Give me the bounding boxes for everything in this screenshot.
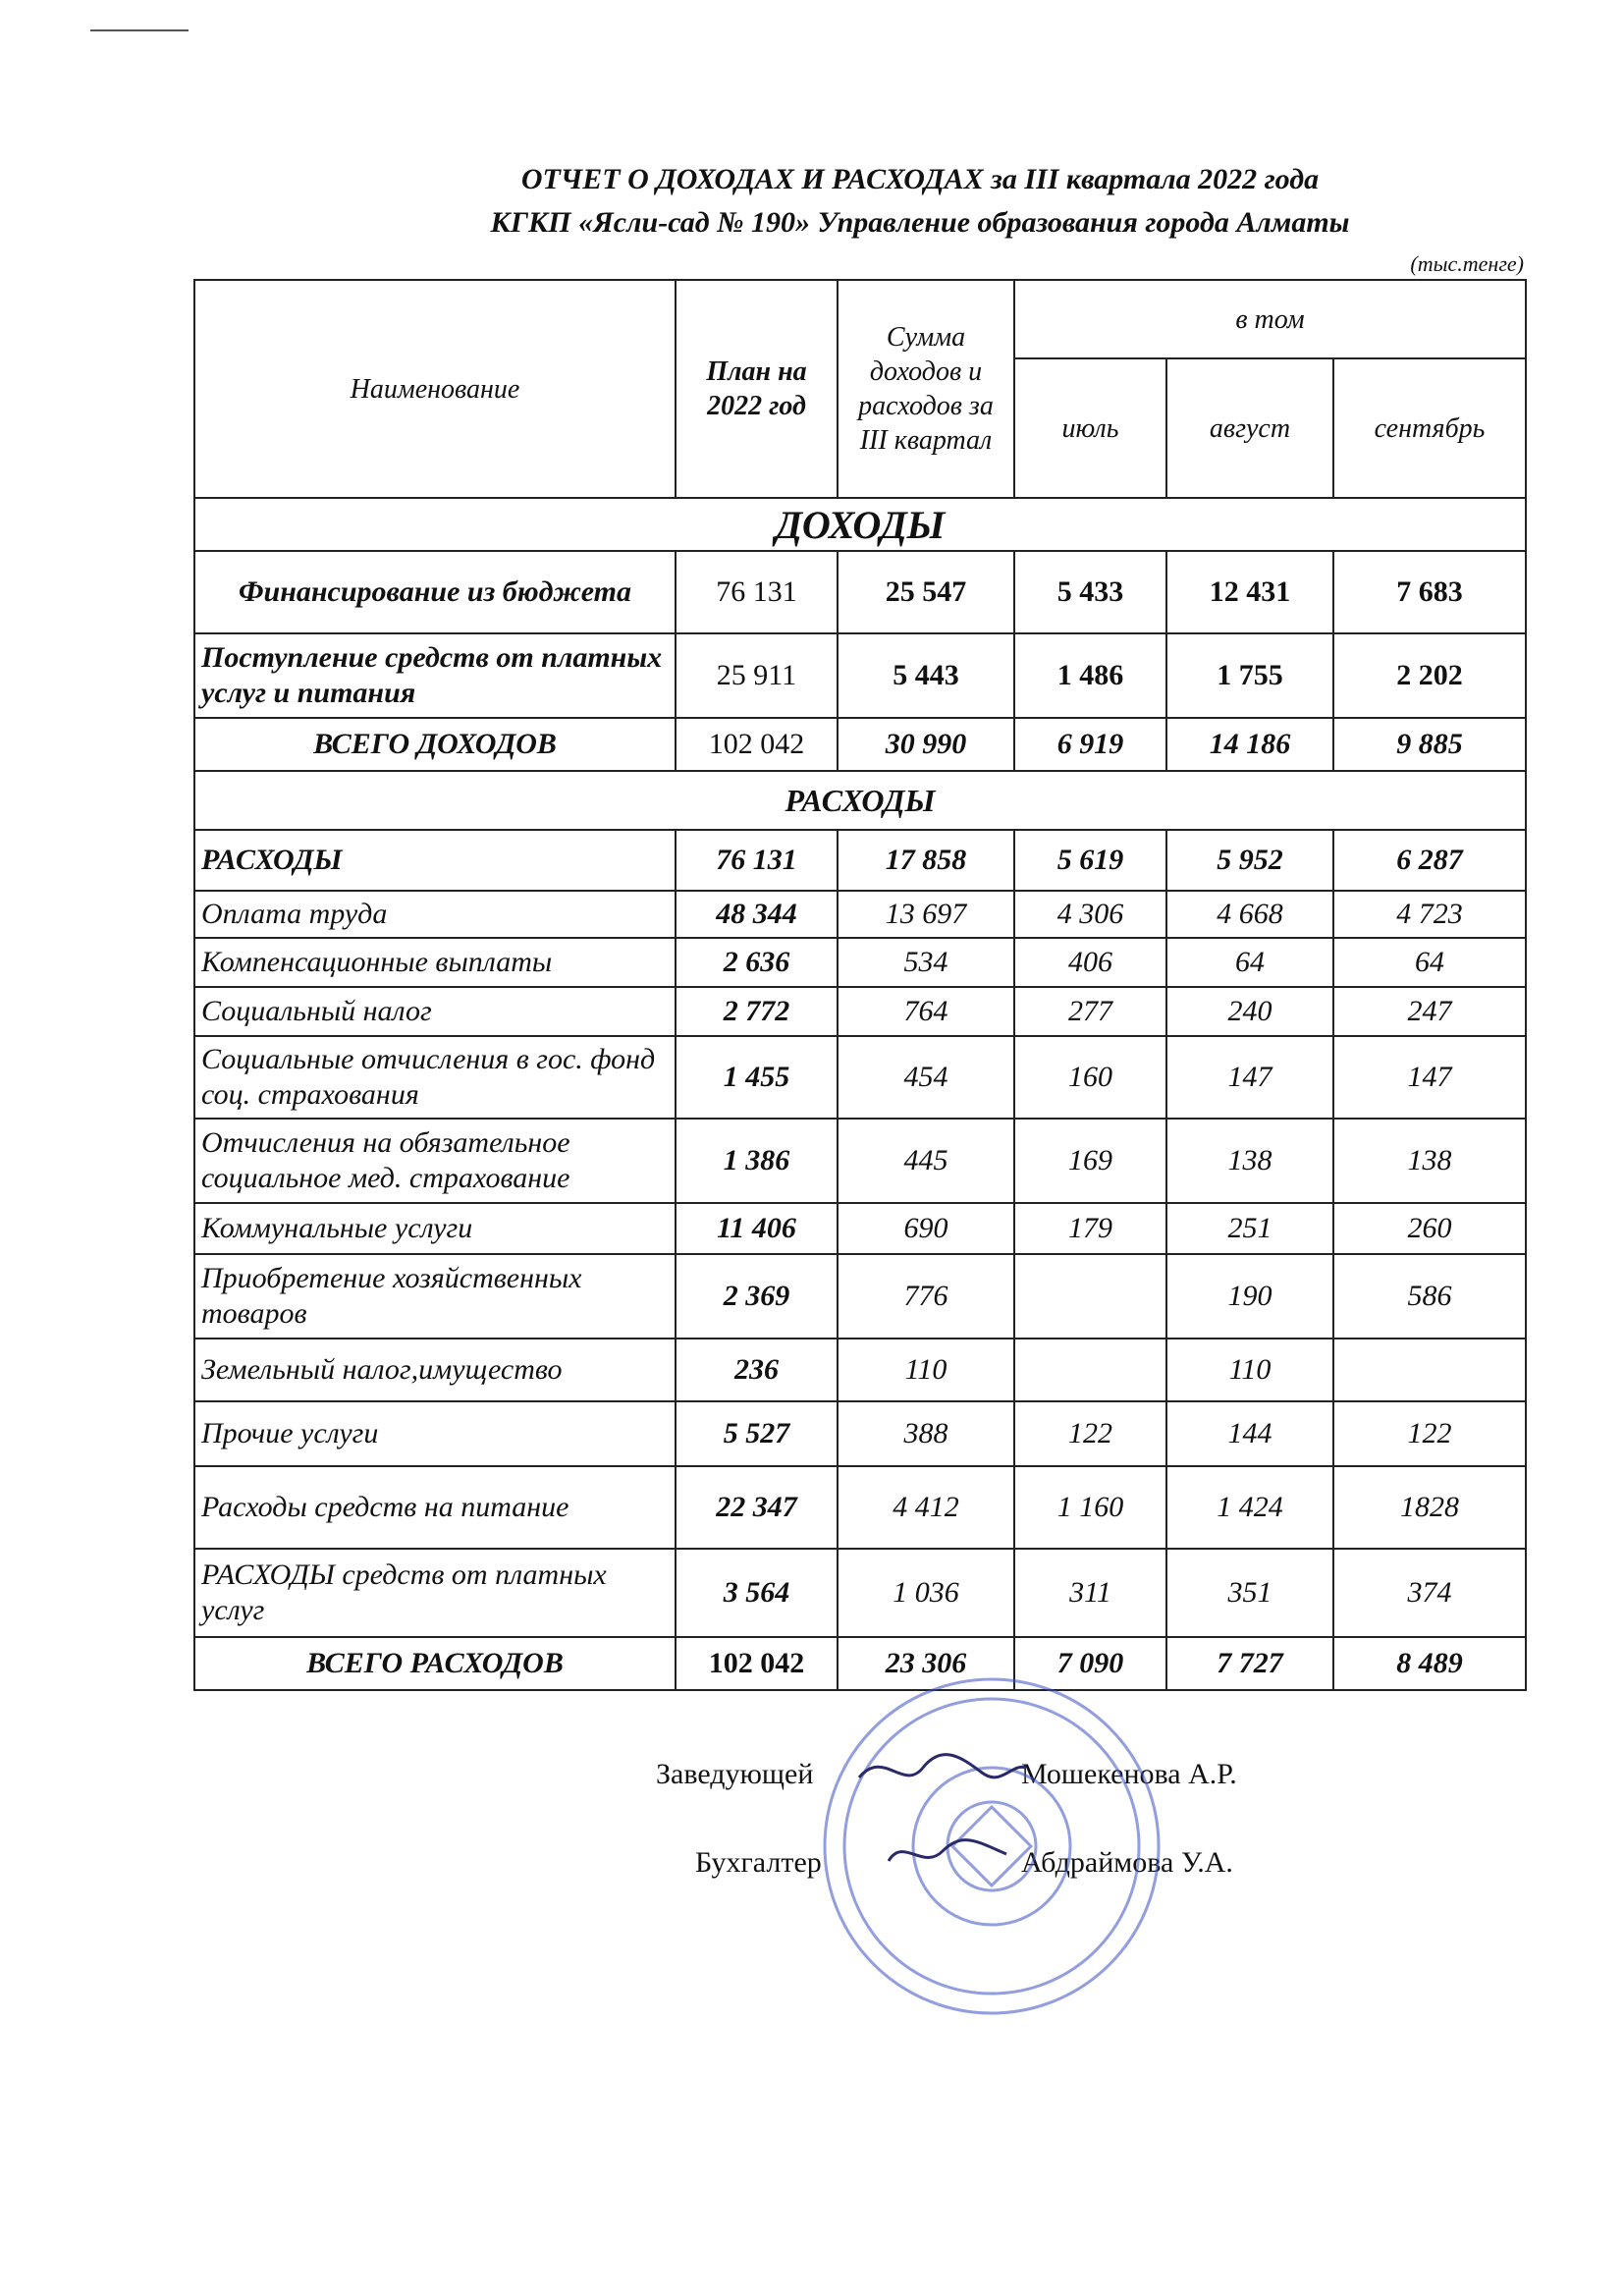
cell-september: 64: [1333, 938, 1526, 987]
cell-august: 147: [1166, 1036, 1333, 1119]
income-total-row: [194, 718, 1526, 771]
director-role: Заведующей: [656, 1758, 814, 1790]
units-label: (тыс.тенге): [1410, 251, 1524, 276]
header-month-september: сентябрь: [1333, 358, 1526, 498]
cell-sum: 110: [838, 1339, 1014, 1401]
cell-july: 311: [1014, 1549, 1166, 1637]
row-name: Приобретение хозяйственных товаров: [194, 1254, 676, 1339]
cell-august: 251: [1166, 1203, 1333, 1254]
cell-july: [1014, 1254, 1166, 1339]
cell-july: 5 619: [1014, 830, 1166, 891]
cell-september: 147: [1333, 1036, 1526, 1119]
income-row: [194, 633, 1526, 718]
cell-plan: 76 131: [676, 551, 838, 633]
cell-september: 138: [1333, 1119, 1526, 1203]
header-month-august: август: [1166, 358, 1333, 498]
cell-sum: 388: [838, 1401, 1014, 1466]
cell-july: 406: [1014, 938, 1166, 987]
cell-september: 9 885: [1333, 718, 1526, 771]
cell-august: 1 424: [1166, 1466, 1333, 1549]
cell-plan: 2 636: [676, 938, 838, 987]
cell-plan: 22 347: [676, 1466, 838, 1549]
expense-row: [194, 891, 1526, 938]
cell-plan: 236: [676, 1339, 838, 1401]
report-table: [193, 279, 1527, 1691]
cell-july: 5 433: [1014, 551, 1166, 633]
cell-sum: 30 990: [838, 718, 1014, 771]
cell-august: 4 668: [1166, 891, 1333, 938]
report-subtitle: КГКП «Ясли-сад № 190» Управление образования города Алматы: [490, 206, 1350, 239]
top-rule: [90, 29, 189, 31]
cell-july: 160: [1014, 1036, 1166, 1119]
expense-row: [194, 1466, 1526, 1549]
cell-september: 2 202: [1333, 633, 1526, 718]
cell-july: 179: [1014, 1203, 1166, 1254]
row-name: Коммунальные услуги: [194, 1203, 676, 1254]
row-name: Компенсационные выплаты: [194, 938, 676, 987]
expense-row: [194, 1119, 1526, 1203]
cell-september: 7 683: [1333, 551, 1526, 633]
cell-august: 190: [1166, 1254, 1333, 1339]
cell-august: 12 431: [1166, 551, 1333, 633]
cell-august: 64: [1166, 938, 1333, 987]
expense-section-title: РАСХОДЫ: [194, 771, 1526, 830]
cell-september: 247: [1333, 987, 1526, 1036]
cell-september: 4 723: [1333, 891, 1526, 938]
cell-sum: 5 443: [838, 633, 1014, 718]
cell-sum: 776: [838, 1254, 1014, 1339]
header-including: в том: [1014, 280, 1526, 358]
expense-row: [194, 830, 1526, 891]
income-row: [194, 551, 1526, 633]
cell-plan: 5 527: [676, 1401, 838, 1466]
director-name: Мошекенова А.Р.: [1021, 1758, 1237, 1790]
cell-august: 5 952: [1166, 830, 1333, 891]
cell-plan: 2 369: [676, 1254, 838, 1339]
row-name: Социальный налог: [194, 987, 676, 1036]
cell-july: 169: [1014, 1119, 1166, 1203]
cell-sum: 4 412: [838, 1466, 1014, 1549]
expense-row: [194, 1203, 1526, 1254]
row-name: Отчисления на обязательное социальное мед. страхование: [194, 1119, 676, 1203]
cell-plan: 1 386: [676, 1119, 838, 1203]
cell-sum: 13 697: [838, 891, 1014, 938]
row-name: Финансирование из бюджета: [194, 551, 676, 633]
expense-row: [194, 938, 1526, 987]
expense-row: [194, 1036, 1526, 1119]
row-name: Поступление средств от платных услуг и питания: [194, 633, 676, 718]
cell-september: 1828: [1333, 1466, 1526, 1549]
row-name: Прочие услуги: [194, 1401, 676, 1466]
header-row: [194, 280, 1526, 358]
cell-july: 1 486: [1014, 633, 1166, 718]
cell-august: 1 755: [1166, 633, 1333, 718]
row-name: Земельный налог,имущество: [194, 1339, 676, 1401]
cell-sum: 534: [838, 938, 1014, 987]
cell-sum: 690: [838, 1203, 1014, 1254]
cell-august: 144: [1166, 1401, 1333, 1466]
cell-sum: 23 306: [838, 1637, 1014, 1690]
cell-plan: 1 455: [676, 1036, 838, 1119]
accountant-role: Бухгалтер: [695, 1846, 822, 1879]
cell-plan: 25 911: [676, 633, 838, 718]
cell-sum: 764: [838, 987, 1014, 1036]
cell-september: 260: [1333, 1203, 1526, 1254]
expense-row: [194, 1401, 1526, 1466]
header-month-july: июль: [1014, 358, 1166, 498]
cell-plan: 11 406: [676, 1203, 838, 1254]
signature-stroke: [889, 1840, 1006, 1861]
accountant-signature: [884, 1827, 1011, 1876]
cell-september: [1333, 1339, 1526, 1401]
cell-july: 7 090: [1014, 1637, 1166, 1690]
cell-september: 8 489: [1333, 1637, 1526, 1690]
accountant-name: Абдраймова У.А.: [1021, 1846, 1233, 1879]
expense-row: [194, 1254, 1526, 1339]
cell-july: 277: [1014, 987, 1166, 1036]
expense-section-row: [194, 771, 1526, 830]
cell-september: 374: [1333, 1549, 1526, 1637]
cell-august: 14 186: [1166, 718, 1333, 771]
cell-august: 240: [1166, 987, 1333, 1036]
cell-plan: 48 344: [676, 891, 838, 938]
cell-sum: 17 858: [838, 830, 1014, 891]
row-name: Социальные отчисления в гос. фонд соц. страхования: [194, 1036, 676, 1119]
cell-august: 7 727: [1166, 1637, 1333, 1690]
cell-july: 4 306: [1014, 891, 1166, 938]
row-name: Расходы средств на питание: [194, 1466, 676, 1549]
cell-september: 586: [1333, 1254, 1526, 1339]
income-section-title: ДОХОДЫ: [194, 498, 1526, 551]
cell-july: 1 160: [1014, 1466, 1166, 1549]
cell-july: 6 919: [1014, 718, 1166, 771]
row-name: РАСХОДЫ: [194, 830, 676, 891]
cell-august: 110: [1166, 1339, 1333, 1401]
cell-september: 6 287: [1333, 830, 1526, 891]
cell-plan: 102 042: [676, 1637, 838, 1690]
report-title: ОТЧЕТ О ДОХОДАХ И РАСХОДАХ за III квартала 2022 года: [520, 163, 1320, 195]
cell-sum: 1 036: [838, 1549, 1014, 1637]
cell-july: 122: [1014, 1401, 1166, 1466]
header-name: Наименование: [194, 280, 676, 498]
cell-august: 138: [1166, 1119, 1333, 1203]
header-sum: Сумма доходов и расходов за III квартал: [838, 280, 1014, 498]
cell-sum: 454: [838, 1036, 1014, 1119]
cell-august: 351: [1166, 1549, 1333, 1637]
expense-row: [194, 1549, 1526, 1637]
cell-sum: 445: [838, 1119, 1014, 1203]
cell-plan: 2 772: [676, 987, 838, 1036]
cell-july: [1014, 1339, 1166, 1401]
income-section-row: [194, 498, 1526, 551]
cell-september: 122: [1333, 1401, 1526, 1466]
director-signature: [854, 1738, 1031, 1797]
expense-total-row: [194, 1637, 1526, 1690]
cell-sum: 25 547: [838, 551, 1014, 633]
row-name: ВСЕГО РАСХОДОВ: [194, 1637, 676, 1690]
signature-stroke: [859, 1755, 1026, 1777]
expense-row: [194, 1339, 1526, 1401]
header-plan: План на 2022 год: [676, 280, 838, 498]
cell-plan: 76 131: [676, 830, 838, 891]
row-name: ВСЕГО ДОХОДОВ: [194, 718, 676, 771]
expense-row: [194, 987, 1526, 1036]
cell-plan: 102 042: [676, 718, 838, 771]
cell-plan: 3 564: [676, 1549, 838, 1637]
row-name: РАСХОДЫ средств от платных услуг: [194, 1549, 676, 1637]
row-name: Оплата труда: [194, 891, 676, 938]
